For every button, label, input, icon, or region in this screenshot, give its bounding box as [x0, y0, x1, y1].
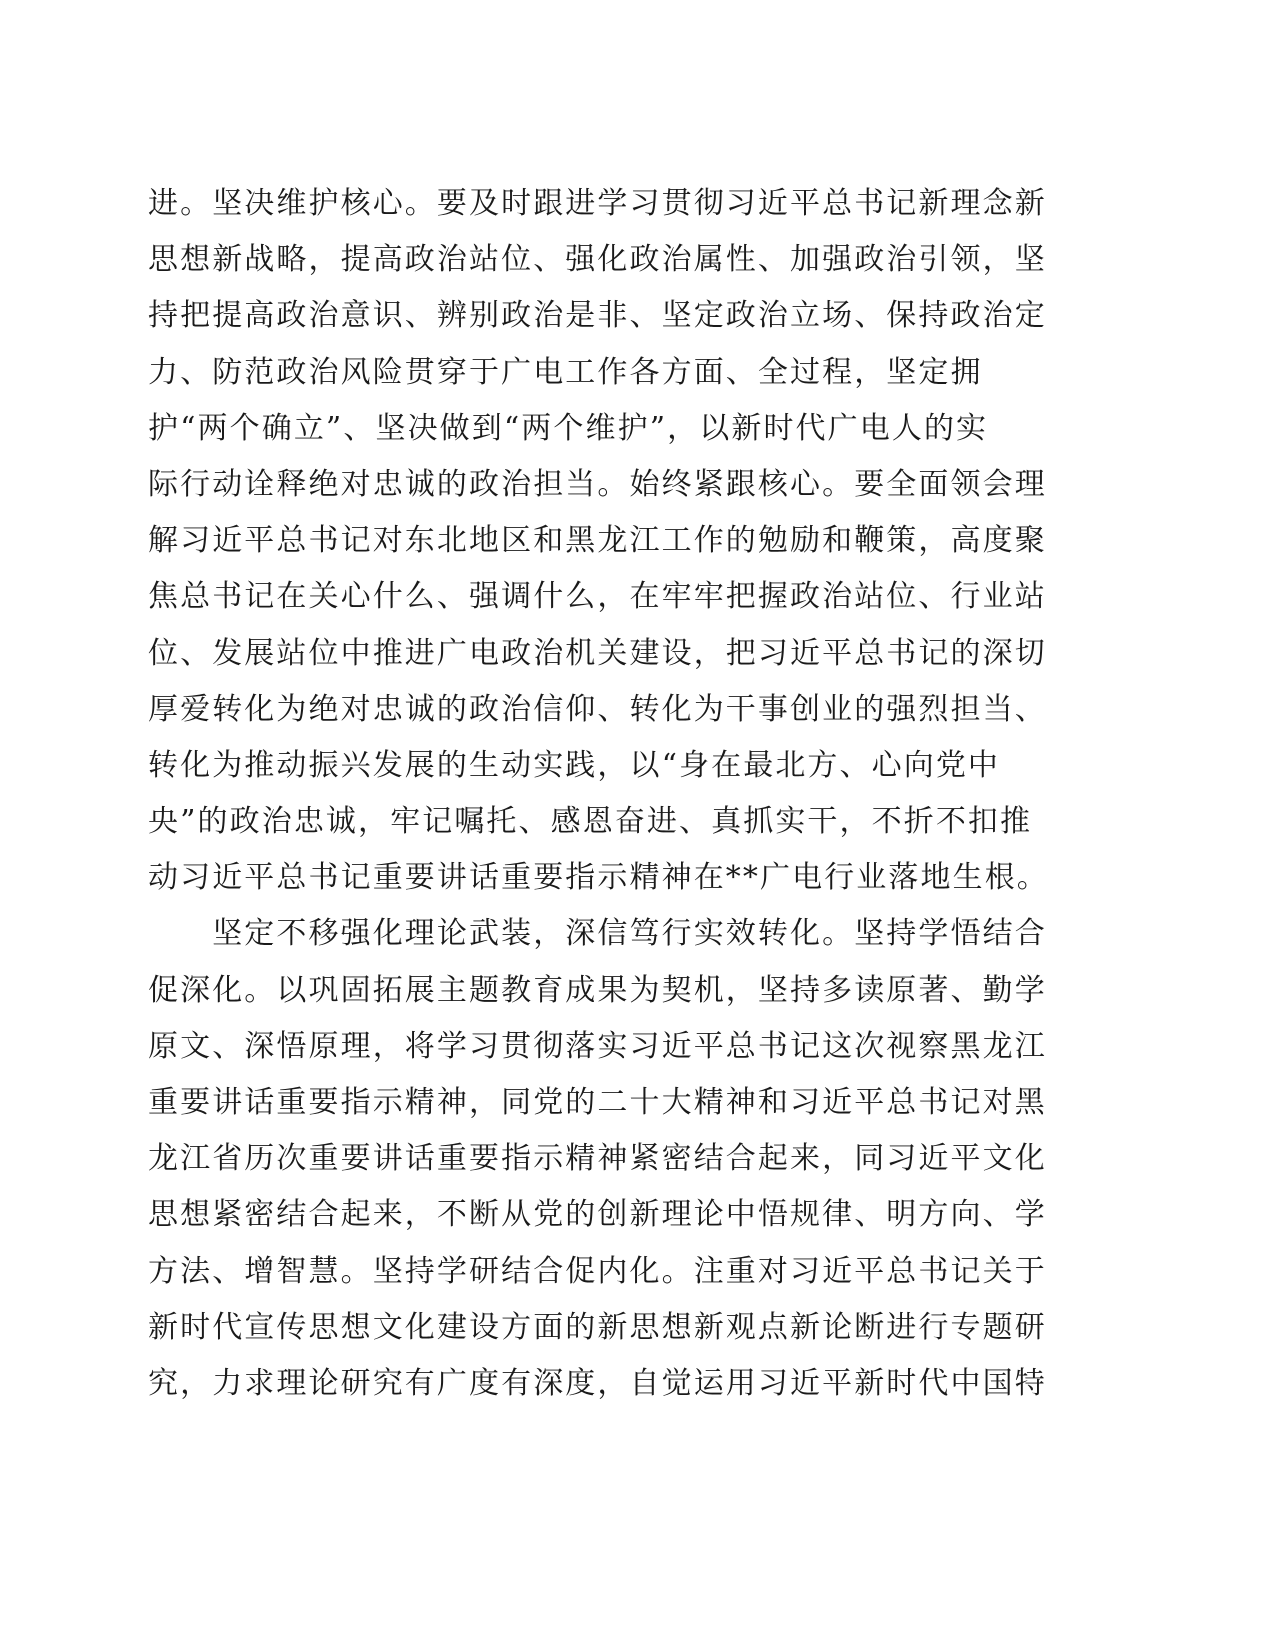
text-line: 护“两个确立”、坚决做到“两个维护”，以新时代广电人的实 — [148, 410, 989, 446]
text-line: 重要讲话重要指示精神，同党的二十大精神和习近平总书记对黑 — [148, 1085, 1047, 1120]
text-line: 新时代宣传思想文化建设方面的新思想新观点新论断进行专题研 — [148, 1309, 1047, 1345]
text-line: 持把提高政治意识、辨别政治是非、坚定政治立场、保持政治定 — [148, 298, 1047, 334]
text-line: 解习近平总书记对东北地区和黑龙江工作的勉励和鞭策，高度聚 — [148, 523, 1047, 559]
text-line: 坚定不移强化理论武装，深信笃行实效转化。坚持学悟结合 — [148, 916, 1047, 952]
text-line: 厚爱转化为绝对忠诚的政治信仰、转化为干事创业的强烈担当、 — [148, 691, 1047, 727]
document-body — [148, 176, 1049, 1412]
text-line: 央”的政治忠诚，牢记嘱托、感恩奋进、真抓实干，不折不扣推 — [148, 804, 1033, 840]
text-line: 思想新战略，提高政治站位、强化政治属性、加强政治引领，坚 — [148, 242, 1047, 278]
text-line: 位、发展站位中推进广电政治机关建设，把习近平总书记的深切 — [148, 635, 1047, 671]
text-line: 焦总书记在关心什么、强调什么，在牢牢把握政治站位、行业站 — [148, 579, 1047, 615]
text-line: 思想紧密结合起来，不断从党的创新理论中悟规律、明方向、学 — [148, 1197, 1047, 1233]
text-line: 力、防范政治风险贯穿于广电工作各方面、全过程，坚定拥 — [148, 354, 983, 390]
text-line: 动习近平总书记重要讲话重要指示精神在**广电行业落地生根。 — [148, 860, 1049, 896]
text-line: 际行动诠释绝对忠诚的政治担当。始终紧跟核心。要全面领会理 — [148, 466, 1047, 502]
text-line: 促深化。以巩固拓展主题教育成果为契机，坚持多读原著、勤学 — [148, 972, 1047, 1008]
text-line: 原文、深悟原理，将学习贯彻落实习近平总书记这次视察黑龙江 — [148, 1028, 1047, 1064]
text-line: 转化为推动振兴发展的生动实践，以“身在最北方、心向党中 — [148, 747, 1001, 783]
text-line: 进。坚决维护核心。要及时跟进学习贯彻习近平总书记新理念新 — [148, 186, 1047, 221]
text-line: 究，力求理论研究有广度有深度，自觉运用习近平新时代中国特 — [148, 1365, 1047, 1401]
text-line: 方法、增智慧。坚持学研结合促内化。注重对习近平总书记关于 — [148, 1253, 1047, 1289]
text-line: 龙江省历次重要讲话重要指示精神紧密结合起来，同习近平文化 — [148, 1141, 1047, 1177]
